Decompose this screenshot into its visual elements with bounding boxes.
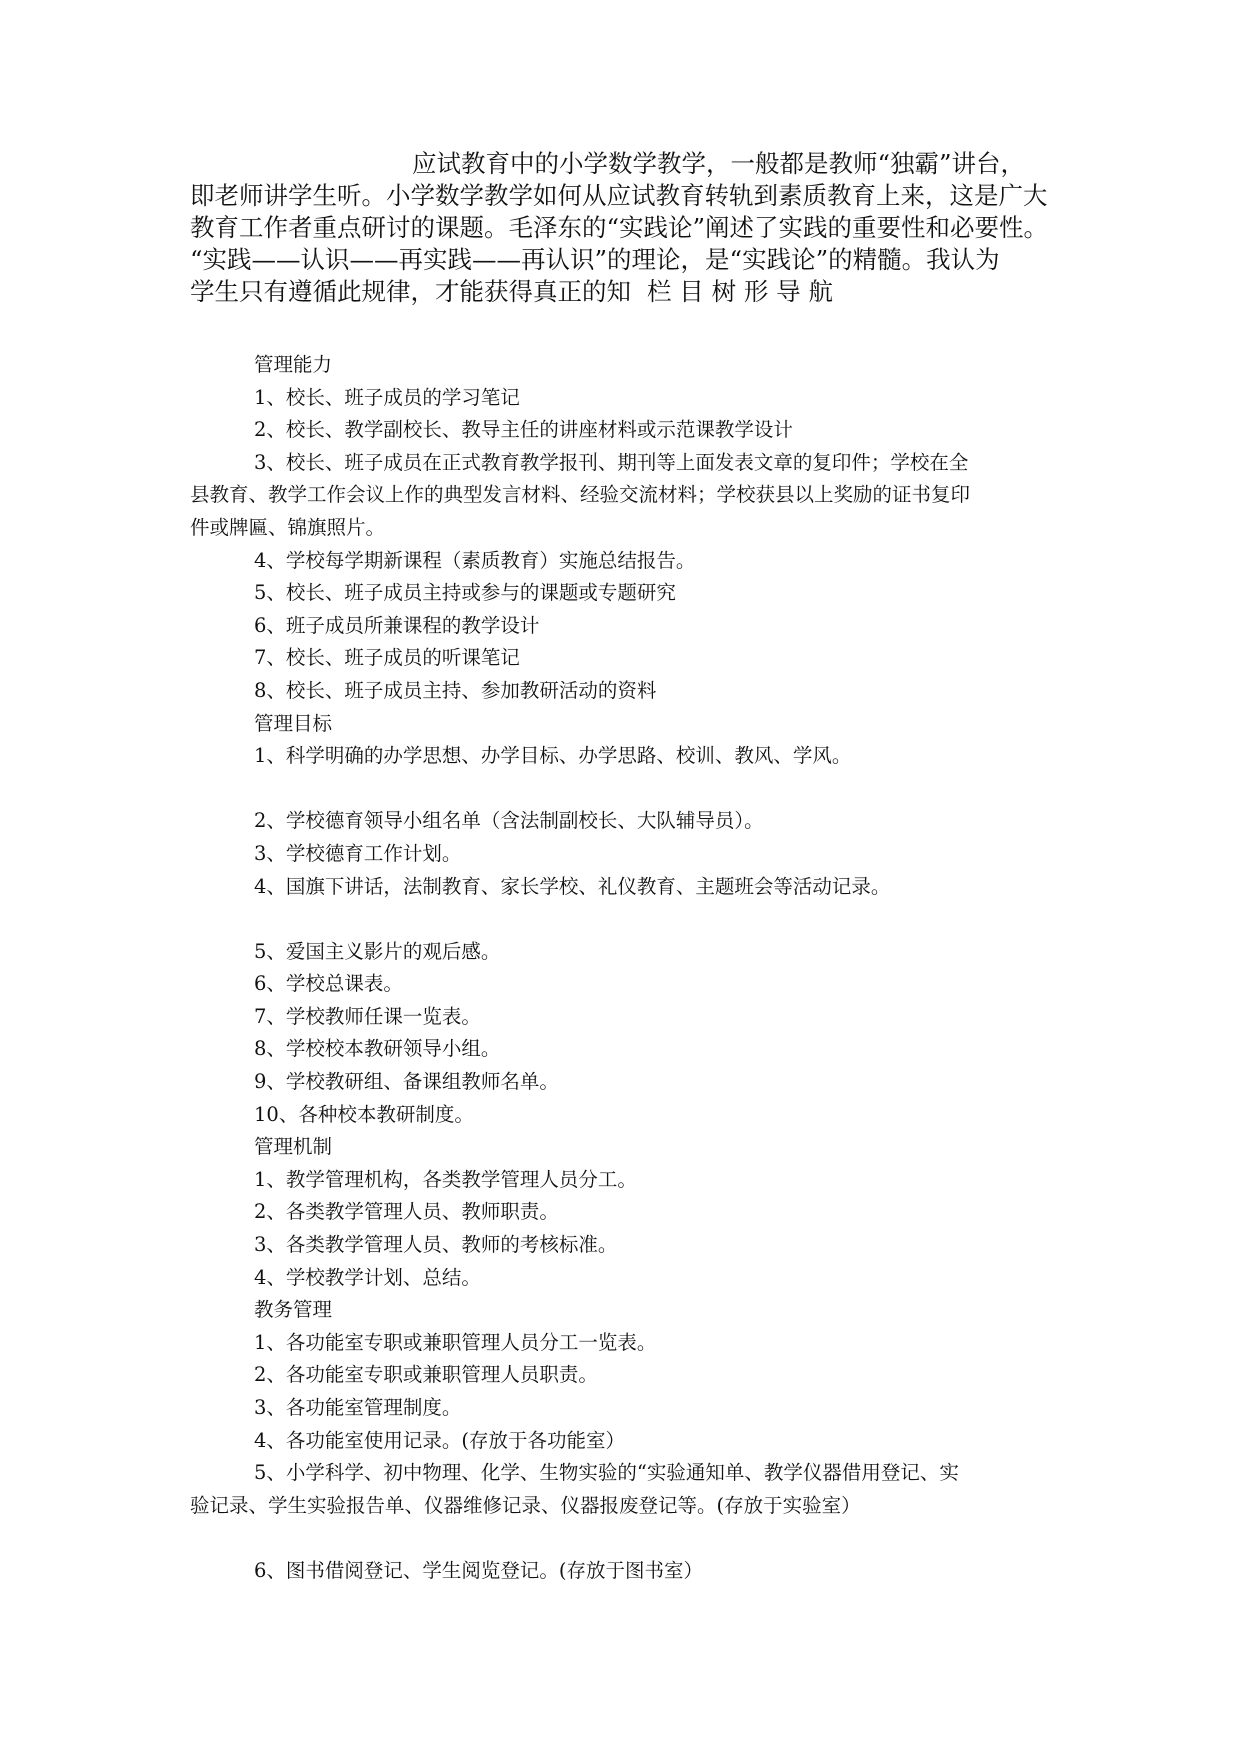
list-item: 1、校长、班子成员的学习笔记 (254, 385, 520, 409)
list-item: 6、班子成员所兼课程的教学设计 (254, 613, 540, 637)
list-item-continuation: 验记录、学生实验报告单、仪器维修记录、仪器报废登记等。(存放于实验室） (190, 1493, 861, 1517)
list-item: 7、校长、班子成员的听课笔记 (254, 646, 520, 670)
section-title-goal: 管理目标 (254, 711, 333, 735)
list-item: 8、校长、班子成员主持、参加教研活动的资料 (254, 678, 657, 702)
list-item: 1、各功能室专职或兼职管理人员分工一览表。 (254, 1330, 657, 1354)
list-item: 7、学校教师任课一览表。 (254, 1004, 481, 1028)
nav-tree-link[interactable]: 栏 目 树 形 导 航 (647, 277, 833, 306)
blank-line (190, 773, 1060, 806)
section-title-affairs: 教务管理 (254, 1298, 333, 1322)
intro-line: 教育工作者重点研讨的课题。毛泽东的“实践论”阐述了实践的重要性和必要性。 (190, 213, 1049, 242)
list-item: 10、各种校本教研制度。 (254, 1102, 474, 1126)
section-title-mechanism: 管理机制 (254, 1135, 333, 1159)
list-item: 8、学校校本教研领导小组。 (254, 1037, 501, 1061)
list-item: 3、各类教学管理人员、教师的考核标准。 (254, 1233, 618, 1257)
list-item-continuation: 县教育、教学工作会议上作的典型发言材料、经验交流材料；学校获县以上奖励的证书复印 (190, 483, 971, 507)
list-item: 9、学校教研组、备课组教师名单。 (254, 1070, 559, 1094)
list-item-continuation: 件或牌匾、锦旗照片。 (190, 515, 386, 539)
intro-line: 应试教育中的小学数学教学，一般都是教师“独霸”讲台， (412, 149, 1026, 178)
intro-line-with-nav (190, 276, 1060, 308)
document-body (190, 349, 1060, 1588)
blank-line (190, 903, 1060, 936)
list-item: 3、各功能室管理制度。 (254, 1396, 462, 1419)
intro-line: “实践——认识——再实践——再认识”的理论，是“实践论”的精髓。我认为 (190, 245, 1000, 274)
list-item: 3、校长、班子成员在正式教育教学报刊、期刊等上面发表文章的复印件；学校在全 (254, 450, 969, 474)
list-item: 6、学校总课表。 (254, 972, 403, 996)
list-item: 5、小学科学、初中物理、化学、生物实验的“实验通知单、教学仪器借用登记、实 (254, 1461, 959, 1485)
list-item: 4、学校每学期新课程（素质教育）实施总结报告。 (254, 548, 696, 572)
list-item: 5、校长、班子成员主持或参与的课题或专题研究 (254, 581, 676, 605)
list-item: 4、学校教学计划、总结。 (254, 1265, 481, 1289)
list-item: 2、学校德育领导小组名单（含法制副校长、大队辅导员）。 (254, 809, 764, 833)
list-item: 4、各功能室使用记录。(存放于各功能室） (254, 1428, 626, 1452)
list-item: 1、教学管理机构，各类教学管理人员分工。 (254, 1167, 637, 1191)
intro-line: 学生只有遵循此规律，才能获得真正的知 (190, 277, 631, 306)
list-item: 2、校长、教学副校长、教导主任的讲座材料或示范课教学设计 (254, 418, 793, 442)
list-item: 6、图书借阅登记、学生阅览登记。(存放于图书室） (254, 1558, 704, 1582)
intro-paragraph (190, 148, 1060, 308)
blank-line (190, 1522, 1060, 1555)
list-item: 2、各功能室专职或兼职管理人员职责。 (254, 1363, 598, 1387)
list-item: 3、学校德育工作计划。 (254, 841, 462, 865)
section-title-ability: 管理能力 (254, 353, 333, 376)
intro-line: 即老师讲学生听。小学数学教学如何从应试教育转轨到素质教育上来，这是广大 (190, 181, 1048, 210)
list-item: 1、科学明确的办学思想、办学目标、办学思路、校训、教风、学风。 (254, 744, 852, 768)
list-item: 2、各类教学管理人员、教师职责。 (254, 1200, 559, 1224)
list-item: 5、爱国主义影片的观后感。 (254, 939, 501, 963)
list-item: 4、国旗下讲话，法制教育、家长学校、礼仪教育、主题班会等活动记录。 (254, 874, 891, 898)
